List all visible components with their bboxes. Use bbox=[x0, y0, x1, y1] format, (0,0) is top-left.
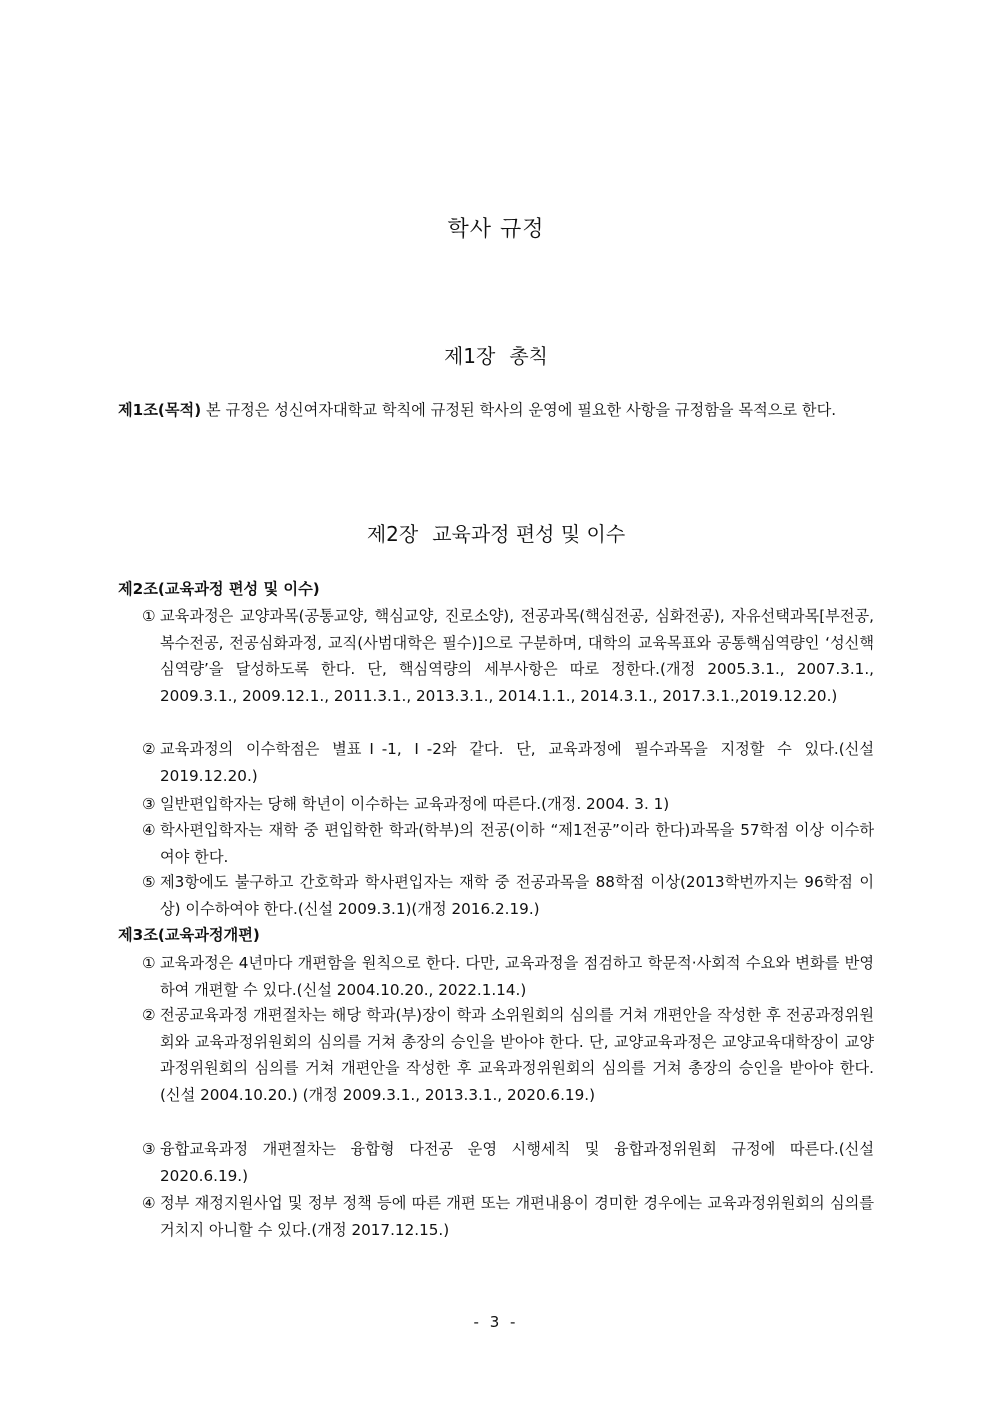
article-1-heading: 제1조(목적) bbox=[118, 401, 202, 419]
article-2-item-3 bbox=[142, 791, 874, 818]
item-number: ④ bbox=[142, 1194, 156, 1212]
item-text: 교육과정은 교양과목(공통교양, 핵심교양, 진로소양), 전공과목(핵심전공, 심화전공), 자유선택과목[부전공, 복수전공, 전공심화과정, 교직(사범대학은 필수)]으로 구분하며, 대학의 교육목표와 공통핵심역량인 ‘성신핵심역량’을 달성하도록 한다. 단, 핵심역량의 세부사항은 따로 정한다.(개정 2005.3.1., 2007.3.1., 2009.3.1., 2009.12.1., 2011.3.1., 2013.3.1., 2014.1.1., 2014.3.1., 2017.3.1.,2019.12.20.) bbox=[160, 607, 874, 705]
chapter-2-number: 제2장 bbox=[366, 522, 419, 546]
item-text: 일반편입학자는 당해 학년이 이수하는 교육과정에 따른다.(개정. 2004. 3. 1) bbox=[160, 795, 670, 813]
chapter-1-number: 제1장 bbox=[443, 344, 496, 368]
chapter-1-name: 총칙 bbox=[509, 344, 548, 368]
article-3-heading: 제3조(교육과정개편) bbox=[118, 926, 260, 944]
article-3-item-2 bbox=[142, 1002, 874, 1108]
item-number: ⑤ bbox=[142, 873, 156, 891]
item-number: ③ bbox=[142, 1140, 156, 1158]
item-text: 융합교육과정 개편절차는 융합형 다전공 운영 시행세칙 및 융합과정위원회 규정에 따른다.(신설 2020.6.19.) bbox=[160, 1140, 874, 1185]
item-text: 학사편입학자는 재학 중 편입학한 학과(학부)의 전공(이하 “제1전공”이라 한다)과목을 57학점 이상 이수하여야 한다. bbox=[160, 821, 874, 866]
article-3-item-3 bbox=[142, 1136, 874, 1189]
item-text: 교육과정은 4년마다 개편함을 원칙으로 한다. 다만, 교육과정을 점검하고 학문적·사회적 수요와 변화를 반영하여 개편할 수 있다.(신설 2004.10.20., 2022.1.14.) bbox=[160, 954, 874, 999]
article-1 bbox=[118, 397, 892, 423]
item-number: ① bbox=[142, 607, 156, 625]
article-1-text: 본 규정은 성신여자대학교 학칙에 규정된 학사의 운영에 필요한 사항을 규정함을 목적으로 한다. bbox=[201, 401, 837, 419]
article-3-item-1 bbox=[142, 950, 874, 1003]
item-number: ③ bbox=[142, 795, 156, 813]
item-number: ② bbox=[142, 740, 156, 758]
item-text: 제3항에도 불구하고 간호학과 학사편입자는 재학 중 전공과목을 88학점 이상(2013학번까지는 96학점 이상) 이수하여야 한다.(신설 2009.3.1)(개정 2016.2.19.) bbox=[160, 873, 874, 918]
chapter-2-name: 교육과정 편성 및 이수 bbox=[432, 522, 626, 546]
article-2-item-2 bbox=[142, 736, 874, 789]
item-number: ② bbox=[142, 1006, 156, 1024]
document-title: 학사 규정 bbox=[447, 217, 545, 242]
chapter-1-heading bbox=[0, 340, 992, 369]
item-text: 교육과정의 이수학점은 별표Ⅰ-1, Ⅰ-2와 같다. 단, 교육과정에 필수과목을 지정할 수 있다.(신설 2019.12.20.) bbox=[160, 740, 874, 785]
chapter-2-heading bbox=[0, 518, 992, 547]
item-number: ④ bbox=[142, 821, 156, 839]
article-2-item-4 bbox=[142, 817, 874, 870]
item-text: 전공교육과정 개편절차는 해당 학과(부)장이 학과 소위원회의 심의를 거쳐 개편안을 작성한 후 전공과정위원회와 교육과정위원회의 심의를 거쳐 총장의 승인을 받아야 한다. 단, 교양교육과정은 교양교육대학장이 교양과정위원회의 심의를 거쳐 개편안을 작성한 후 교육과정위원회의 심의를 거쳐 총장의 승인을 받아야 한다. (신설 2004.10.20.) (개정 2009.3.1., 2013.3.1., 2020.6.19.) bbox=[160, 1006, 874, 1104]
item-number: ① bbox=[142, 954, 156, 972]
article-2-item-5 bbox=[142, 869, 874, 922]
article-3-item-4 bbox=[142, 1190, 874, 1243]
article-2-item-1 bbox=[142, 603, 874, 709]
item-text: 정부 재정지원사업 및 정부 정책 등에 따른 개편 또는 개편내용이 경미한 경우에는 교육과정위원회의 심의를 거치지 아니할 수 있다.(개정 2017.12.15.) bbox=[160, 1194, 874, 1239]
article-2-heading: 제2조(교육과정 편성 및 이수) bbox=[118, 580, 320, 598]
page-number: - 3 - bbox=[473, 1313, 519, 1331]
